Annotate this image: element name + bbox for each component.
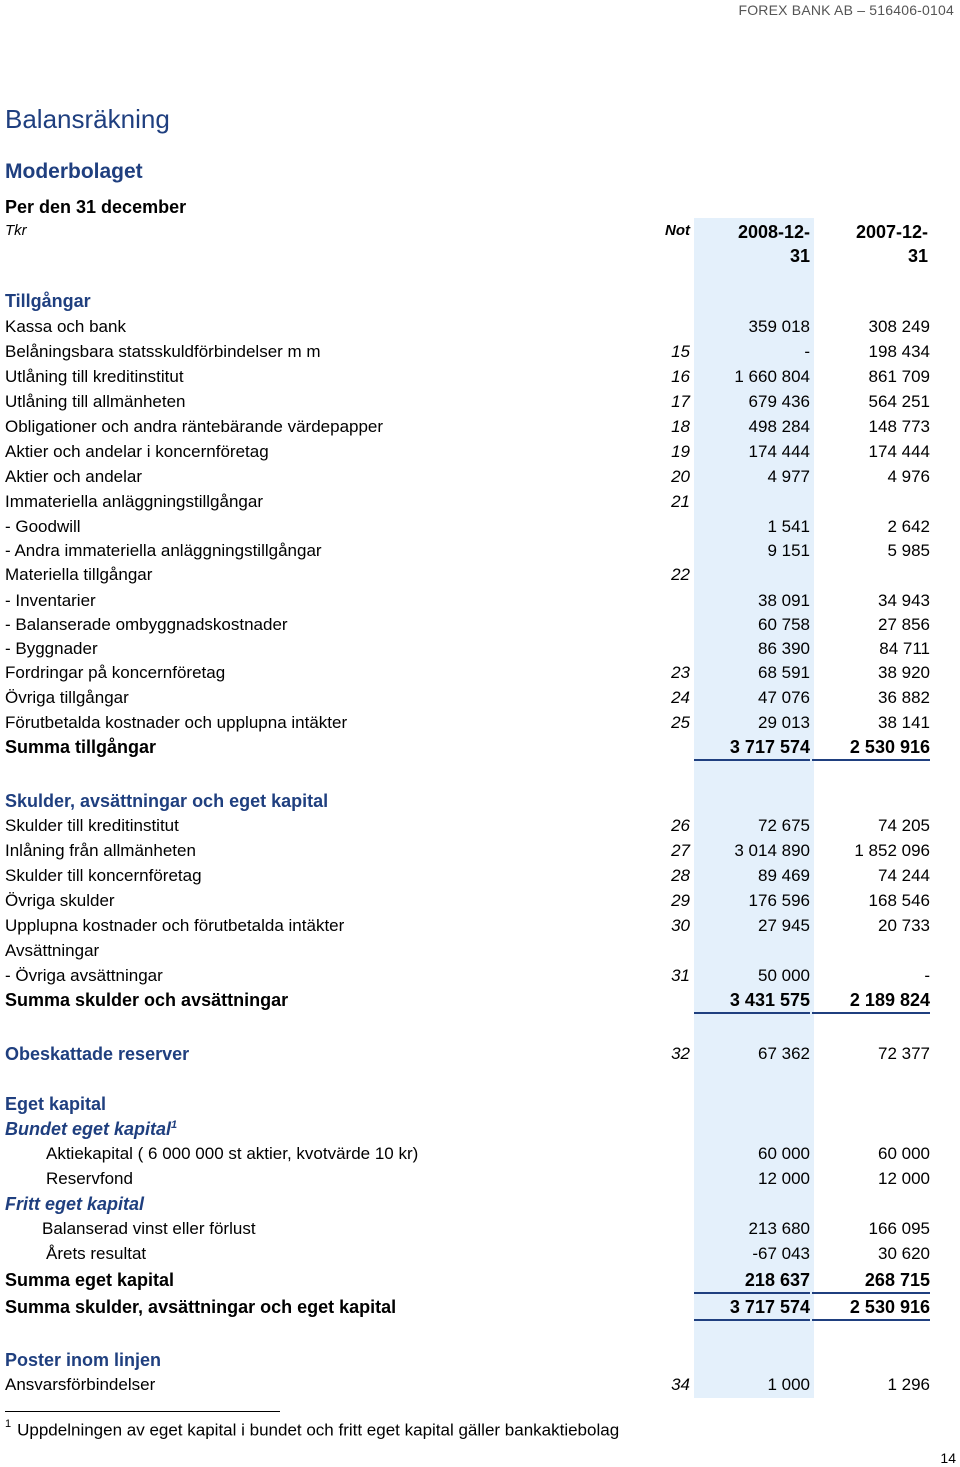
row-label: - Byggnader <box>5 639 98 658</box>
row-value-2008: 218 637 <box>694 1270 810 1294</box>
row-label: Aktier och andelar i koncernföretag <box>5 442 269 461</box>
unit-label: Tkr <box>5 222 27 239</box>
row-value-2007: 27 856 <box>878 615 930 634</box>
row-value-2007: 20 733 <box>878 916 930 935</box>
row-value-2007: 4 976 <box>887 467 930 486</box>
row-label: Förutbetalda kostnader och upplupna intäkter <box>5 713 348 732</box>
table-row <box>0 1169 960 1193</box>
footnote <box>5 1420 619 1441</box>
grand-total-row <box>0 1297 960 1321</box>
row-note: 21 <box>671 492 690 511</box>
row-value-2008: -67 043 <box>752 1244 810 1263</box>
row-value-2008: 72 675 <box>758 816 810 835</box>
row-value-2007: 2 189 824 <box>812 990 930 1014</box>
page-number: 14 <box>940 1450 956 1466</box>
column-header-2008-line2: 31 <box>789 246 810 266</box>
table-row <box>0 317 960 341</box>
restricted-equity-label: Bundet eget kapital <box>5 1119 172 1139</box>
row-label: Kassa och bank <box>5 317 126 336</box>
row-value-2008: 1 000 <box>767 1375 810 1394</box>
row-value-2007: 2 530 916 <box>812 737 930 761</box>
row-label: Aktier och andelar <box>5 467 143 486</box>
row-value-2008: 60 758 <box>758 615 810 634</box>
table-row <box>0 615 960 639</box>
row-label: Övriga tillgångar <box>5 688 129 707</box>
table-row <box>0 442 960 466</box>
table-row <box>0 816 960 840</box>
row-note: 27 <box>671 841 690 860</box>
row-value-2008: 679 436 <box>748 392 810 411</box>
table-row <box>0 541 960 565</box>
row-value-2007: 84 711 <box>879 639 930 658</box>
row-value-2007: 148 773 <box>868 417 930 436</box>
row-value-2008: 67 362 <box>758 1044 810 1063</box>
row-note: 16 <box>671 367 690 386</box>
table-row <box>0 591 960 615</box>
row-label: Summa skulder och avsättningar <box>5 990 289 1010</box>
row-label: Materiella tillgångar <box>5 565 153 584</box>
entity-subtitle: Moderbolaget <box>5 160 143 183</box>
row-label: Skulder till koncernföretag <box>5 866 202 885</box>
row-note: 29 <box>671 891 690 910</box>
row-note: 31 <box>671 966 690 985</box>
row-value-2007: 36 882 <box>878 688 930 707</box>
row-label: Aktiekapital ( 6 000 000 st aktier, kvotvärde 10 kr) <box>46 1144 419 1163</box>
row-value-2007: 198 434 <box>868 342 930 361</box>
row-note: 18 <box>671 417 690 436</box>
row-value-2007: 38 141 <box>878 713 930 732</box>
table-row <box>0 467 960 491</box>
row-note: 20 <box>671 467 690 486</box>
row-label: Avsättningar <box>5 941 100 960</box>
row-value-2008: 213 680 <box>748 1219 810 1238</box>
table-row <box>0 966 960 990</box>
row-label: Summa tillgångar <box>5 737 157 757</box>
row-label: Belåningsbara statsskuldförbindelser m m <box>5 342 321 361</box>
row-label: Inlåning från allmänheten <box>5 841 196 860</box>
row-value-2007: 1 296 <box>887 1375 930 1394</box>
date-line: Per den 31 december <box>5 197 187 217</box>
row-label: Balanserad vinst eller förlust <box>42 1219 256 1238</box>
table-row <box>0 1375 960 1399</box>
row-label: - Goodwill <box>5 517 81 536</box>
row-value-2008: 3 014 890 <box>734 841 810 860</box>
row-label: Ansvarsförbindelser <box>5 1375 156 1394</box>
section-restricted-equity <box>5 1119 177 1140</box>
row-value-2008: 4 977 <box>767 467 810 486</box>
row-value-2007: 74 205 <box>878 816 930 835</box>
row-value-2007: 564 251 <box>868 392 930 411</box>
row-label: Skulder till kreditinstitut <box>5 816 179 835</box>
row-note: 32 <box>671 1044 690 1063</box>
row-value-2007: 308 249 <box>868 317 930 336</box>
note-column-header: Not <box>665 222 690 239</box>
row-value-2008: 47 076 <box>758 688 810 707</box>
row-label: Årets resultat <box>46 1244 147 1263</box>
row-value-2007: 12 000 <box>878 1169 930 1188</box>
table-row <box>0 492 960 516</box>
row-value-2008: 60 000 <box>758 1144 810 1163</box>
row-label: Fordringar på koncernföretag <box>5 663 226 682</box>
section-assets: Tillgångar <box>5 291 91 311</box>
row-value-2008: 29 013 <box>758 713 810 732</box>
row-value-2007: 5 985 <box>887 541 930 560</box>
row-label: Utlåning till kreditinstitut <box>5 367 184 386</box>
column-header-2007 <box>812 220 928 268</box>
row-value-2007: 2 530 916 <box>812 1297 930 1321</box>
row-note: 28 <box>671 866 690 885</box>
column-header-2007-line1: 2007-12- <box>855 222 928 242</box>
row-value-2007: 1 852 096 <box>854 841 930 860</box>
section-unrestricted-equity: Fritt eget kapital <box>5 1194 145 1214</box>
table-row <box>0 663 960 687</box>
row-note: 25 <box>671 713 690 732</box>
row-value-2008: 3 717 574 <box>694 1297 810 1321</box>
row-label: - Inventarier <box>5 591 96 610</box>
row-value-2008: 38 091 <box>758 591 810 610</box>
section-untaxed-reserves: Obeskattade reserver <box>5 1044 190 1064</box>
liabilities-total-row <box>0 990 960 1014</box>
table-row <box>0 1144 960 1168</box>
row-value-2008: 12 000 <box>758 1169 810 1188</box>
column-header-2008-line1: 2008-12- <box>737 222 810 242</box>
row-value-2007: 174 444 <box>868 442 930 461</box>
row-label: - Balanserade ombyggnadskostnader <box>5 615 288 634</box>
row-label: - Övriga avsättningar <box>5 966 163 985</box>
column-header-2007-line2: 31 <box>907 246 928 266</box>
row-value-2008: 3 431 575 <box>694 990 810 1014</box>
row-note: 26 <box>671 816 690 835</box>
row-label: Upplupna kostnader och förutbetalda intäkter <box>5 916 345 935</box>
row-value-2008: 3 717 574 <box>694 737 810 761</box>
row-note: 19 <box>671 442 690 461</box>
row-value-2008: 86 390 <box>758 639 810 658</box>
document-header: FOREX BANK AB – 516406-0104 <box>738 2 954 18</box>
row-value-2008: 68 591 <box>758 663 810 682</box>
row-value-2007: 2 642 <box>887 517 930 536</box>
row-value-2008: - <box>804 342 810 361</box>
row-label: Obligationer och andra räntebärande värdepapper <box>5 417 384 436</box>
row-note: 34 <box>671 1375 690 1394</box>
table-row <box>0 841 960 865</box>
row-note: 17 <box>671 392 690 411</box>
row-value-2008: 174 444 <box>748 442 810 461</box>
row-value-2008: 1 660 804 <box>734 367 810 386</box>
table-row <box>0 639 960 663</box>
column-header-2008 <box>694 220 810 268</box>
row-value-2007: 268 715 <box>812 1270 930 1294</box>
row-value-2008: 498 284 <box>748 417 810 436</box>
row-value-2007: - <box>924 966 930 985</box>
table-row <box>0 417 960 441</box>
row-value-2007: 166 095 <box>868 1219 930 1238</box>
footnote-text: Uppdelningen av eget kapital i bundet och fritt eget kapital gäller bankaktiebolag <box>17 1420 620 1440</box>
table-row <box>0 1219 960 1243</box>
row-label: Immateriella anläggningstillgångar <box>5 492 263 511</box>
row-value-2008: 176 596 <box>748 891 810 910</box>
assets-total-row <box>0 737 960 761</box>
table-row <box>0 713 960 737</box>
table-row <box>0 1244 960 1268</box>
section-equity: Eget kapital <box>5 1094 107 1114</box>
table-row <box>0 891 960 915</box>
row-value-2007: 168 546 <box>868 891 930 910</box>
row-label: Övriga skulder <box>5 891 115 910</box>
row-value-2007: 30 620 <box>878 1244 930 1263</box>
row-value-2007: 861 709 <box>868 367 930 386</box>
row-value-2007: 74 244 <box>878 866 930 885</box>
row-note: 22 <box>671 565 690 584</box>
table-row <box>0 941 960 965</box>
row-value-2007: 34 943 <box>878 591 930 610</box>
section-liabilities: Skulder, avsättningar och eget kapital <box>5 791 329 811</box>
row-value-2007: 72 377 <box>878 1044 930 1063</box>
row-value-2008: 50 000 <box>758 966 810 985</box>
table-row <box>0 688 960 712</box>
table-row <box>0 517 960 541</box>
table-row <box>0 392 960 416</box>
row-note: 30 <box>671 916 690 935</box>
table-row <box>0 866 960 890</box>
row-value-2008: 1 541 <box>767 517 810 536</box>
page-title: Balansräkning <box>5 104 170 134</box>
row-value-2008: 359 018 <box>748 317 810 336</box>
row-label: Reservfond <box>46 1169 133 1188</box>
row-note: 24 <box>671 688 690 707</box>
table-row <box>0 916 960 940</box>
table-row <box>0 367 960 391</box>
row-label: Summa skulder, avsättningar och eget kapital <box>5 1297 397 1317</box>
row-note: 23 <box>671 663 690 682</box>
row-value-2008: 9 151 <box>767 541 810 560</box>
row-label: Summa eget kapital <box>5 1270 175 1290</box>
row-value-2007: 38 920 <box>878 663 930 682</box>
footnote-divider <box>5 1411 280 1412</box>
row-value-2008: 27 945 <box>758 916 810 935</box>
untaxed-reserves-row <box>0 1044 960 1068</box>
section-off-balance: Poster inom linjen <box>5 1350 162 1370</box>
equity-total-row <box>0 1270 960 1294</box>
table-row <box>0 342 960 366</box>
table-row <box>0 565 960 589</box>
row-value-2007: 60 000 <box>878 1144 930 1163</box>
footnote-number: 1 <box>5 1418 12 1430</box>
footnote-marker: 1 <box>171 1119 178 1131</box>
row-note: 15 <box>671 342 690 361</box>
row-label: - Andra immateriella anläggningstillgångar <box>5 541 322 560</box>
row-label: Utlåning till allmänheten <box>5 392 186 411</box>
row-value-2008: 89 469 <box>758 866 810 885</box>
